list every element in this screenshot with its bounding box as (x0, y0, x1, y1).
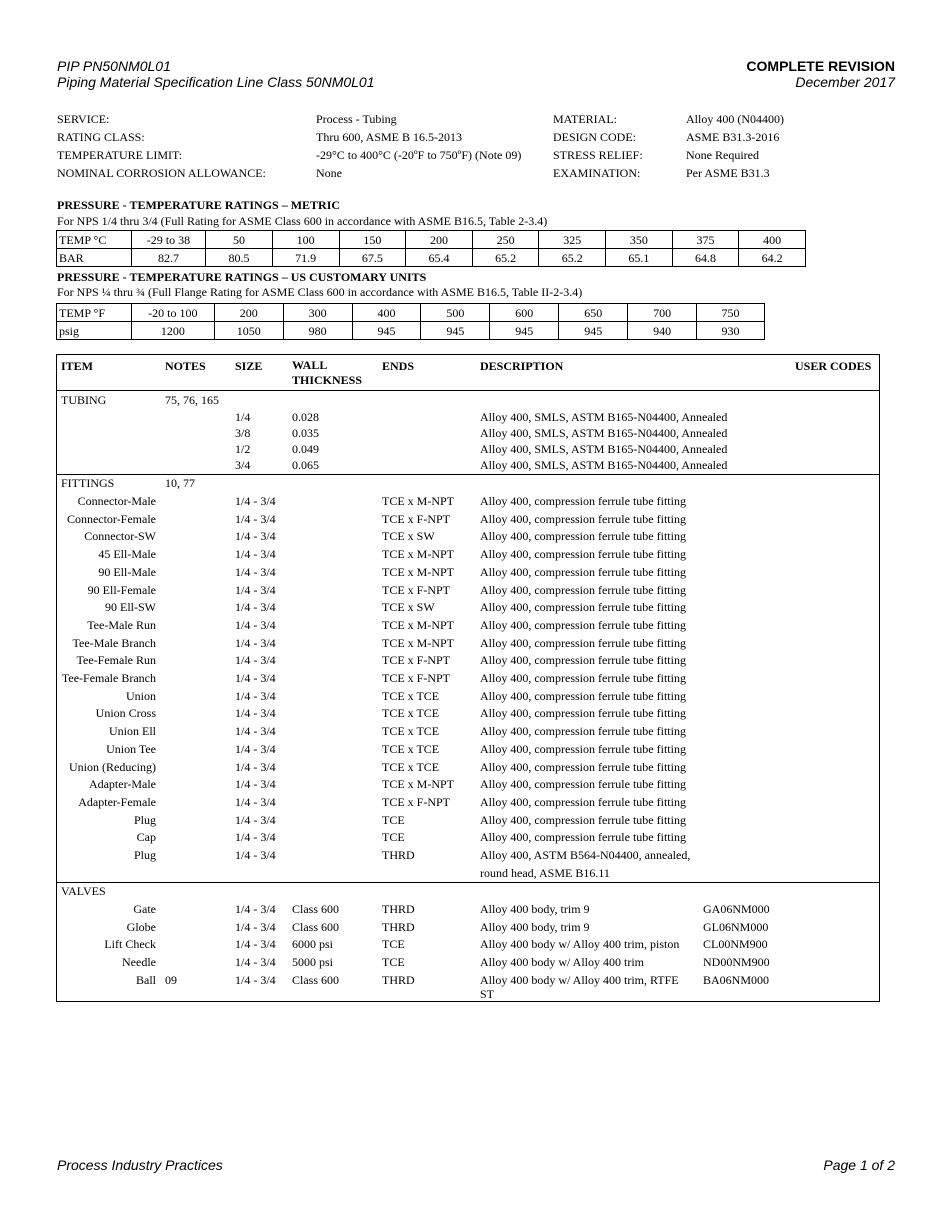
fitting-size: 1/4 - 3/4 (235, 724, 276, 739)
fittings-notes: 10, 77 (165, 476, 195, 490)
psig-cell: 1050 (214, 322, 283, 340)
fitting-description: Alloy 400, compression ferrule tube fitting (480, 741, 686, 756)
valve-size: 1/4 - 3/4 (235, 902, 276, 916)
us-ratings-title: PRESSURE - TEMPERATURE RATINGS – US CUSTOMARY UNITS (57, 270, 427, 284)
info-labels-left (57, 110, 266, 182)
fitting-item: Tee-Female Branch (61, 671, 156, 685)
info-label: NOMINAL CORROSION ALLOWANCE: (57, 166, 266, 180)
valve-size: 1/4 - 3/4 (235, 919, 276, 934)
valve-item: Gate (133, 902, 156, 916)
tubing-size: 1/2 (235, 442, 251, 456)
revision-date: December 2017 (795, 74, 895, 90)
info-label: SERVICE: (57, 112, 110, 126)
fitting-size: 1/4 - 3/4 (235, 830, 276, 845)
fitting-ends: TCE x TCE (382, 741, 440, 756)
fitting-description: Alloy 400, compression ferrule tube fitting (480, 529, 686, 544)
revision-label: COMPLETE REVISION (746, 58, 895, 74)
tubing-notes: 75, 76, 165 (165, 393, 219, 407)
bar-cell: 65.2 (539, 249, 606, 267)
footer-page-number: Page 1 of 2 (823, 1157, 895, 1173)
section-tubing-label: TUBING (61, 393, 107, 407)
info-label: STRESS RELIEF: (553, 148, 643, 162)
fitting-item: Tee-Male Run (87, 617, 156, 632)
header-divider (57, 390, 879, 391)
fitting-ends: TCE x M-NPT (382, 617, 454, 632)
bar-cell: 64.8 (672, 249, 739, 267)
info-labels-right (553, 110, 643, 182)
fitting-description: Alloy 400, compression ferrule tube fitting (480, 671, 686, 685)
fitting-item: Plug (133, 812, 156, 827)
fitting-ends: TCE x F-NPT (382, 794, 451, 809)
fitting-item: 90 Ell-Male (98, 564, 156, 579)
info-label: MATERIAL: (553, 112, 617, 126)
info-value: -29°C to 400°C (-20ºF to 750ºF) (Note 09) (316, 148, 522, 162)
fitting-description: Alloy 400, compression ferrule tube fitting (480, 777, 686, 792)
fitting-description-cont: round head, ASME B16.11 (480, 865, 610, 880)
fitting-ends: TCE x F-NPT (382, 671, 451, 685)
fitting-description: Alloy 400, compression ferrule tube fitting (480, 688, 686, 703)
fitting-item: 45 Ell-Male (98, 547, 156, 562)
info-value: Thru 600, ASME B 16.5-2013 (316, 130, 463, 144)
fitting-item: Tee-Male Branch (72, 635, 156, 650)
bar-cell: 65.1 (606, 249, 673, 267)
fitting-size: 1/4 - 3/4 (235, 547, 276, 562)
metric-ratings-table (56, 230, 806, 267)
fitting-description: Alloy 400, compression ferrule tube fitting (480, 759, 686, 774)
col-header-ends: ENDS (382, 359, 415, 373)
col-header-item: ITEM (61, 359, 94, 373)
fitting-item: Union Ell (109, 724, 156, 739)
fitting-size: 1/4 - 3/4 (235, 564, 276, 579)
valve-description: Alloy 400 body, trim 9 (480, 902, 590, 916)
bar-cell: 80.5 (206, 249, 273, 267)
temp-c-label: TEMP °C (57, 231, 132, 249)
fitting-ends: TCE x SW (382, 600, 435, 615)
document-header-right (746, 58, 895, 90)
fitting-description: Alloy 400, compression ferrule tube fitting (480, 617, 686, 632)
bar-cell: 82.7 (131, 249, 206, 267)
fitting-description: Alloy 400, compression ferrule tube fitting (480, 547, 686, 562)
temp-c-cell: 150 (339, 231, 406, 249)
valve-description: Alloy 400 body, trim 9 (480, 919, 590, 934)
col-header-user-codes: USER CODES (795, 359, 872, 373)
fitting-size: 1/4 - 3/4 (235, 777, 276, 792)
fitting-item: Union Cross (95, 706, 156, 721)
valve-description: Alloy 400 body w/ Alloy 400 trim, piston (480, 937, 680, 952)
fitting-description: Alloy 400, compression ferrule tube fitting (480, 494, 686, 508)
fitting-ends: TCE x M-NPT (382, 635, 454, 650)
valve-notes: 09 (165, 972, 177, 987)
col-header-description: DESCRIPTION (480, 359, 564, 373)
fitting-item: 90 Ell-Female (87, 582, 156, 597)
fitting-ends: TCE x M-NPT (382, 777, 454, 792)
psig-cell: 940 (628, 322, 697, 340)
bar-cell: 67.5 (339, 249, 406, 267)
temp-f-cell: 700 (628, 304, 697, 322)
info-label: TEMPERATURE LIMIT: (57, 148, 183, 162)
valve-item: Ball (136, 972, 156, 987)
temp-c-cell: 325 (539, 231, 606, 249)
metric-ratings-title: PRESSURE - TEMPERATURE RATINGS – METRIC (57, 198, 341, 212)
temp-c-cell: 200 (406, 231, 473, 249)
valve-rating: 6000 psi (292, 937, 334, 952)
bar-cell: 64.2 (739, 249, 806, 267)
valve-rating: Class 600 (292, 972, 340, 987)
fitting-description: Alloy 400, compression ferrule tube fitting (480, 830, 686, 845)
fitting-size: 1/4 - 3/4 (235, 741, 276, 756)
valve-size: 1/4 - 3/4 (235, 937, 276, 952)
fitting-item: Connector-Male (77, 494, 156, 508)
fitting-size: 1/4 - 3/4 (235, 812, 276, 827)
tubing-size: 3/4 (235, 458, 251, 472)
tubing-description: Alloy 400, SMLS, ASTM B165-N04400, Annealed (480, 458, 728, 472)
us-ratings-note: For NPS ¼ thru ¾ (Full Flange Rating for ASME Class 600 in accordance with ASME B16.5, Table II-2-3.4) (57, 285, 583, 299)
fitting-size: 1/4 - 3/4 (235, 759, 276, 774)
valve-ends: TCE (382, 955, 405, 970)
valve-item: Lift Check (104, 937, 156, 952)
fitting-ends: TCE x TCE (382, 724, 440, 739)
info-value: ASME B31.3-2016 (686, 130, 780, 144)
psig-cell: 1200 (131, 322, 214, 340)
fitting-size: 1/4 - 3/4 (235, 671, 276, 685)
valve-user-code: CL00NM900 (703, 937, 768, 952)
valve-rating: Class 600 (292, 902, 340, 916)
fitting-item: Cap (136, 830, 156, 845)
col-header-notes: NOTES (165, 359, 206, 373)
temp-f-label: TEMP °F (57, 304, 132, 322)
temp-f-cell: 400 (352, 304, 421, 322)
us-ratings-table (56, 303, 765, 340)
info-label: EXAMINATION: (553, 166, 641, 180)
fitting-ends: TCE x SW (382, 529, 435, 544)
info-value: Process - Tubing (316, 112, 397, 126)
fitting-ends: TCE x M-NPT (382, 564, 454, 579)
fitting-size: 1/4 - 3/4 (235, 529, 276, 544)
col-header-wall: WALL (292, 358, 328, 372)
fitting-ends: TCE x TCE (382, 706, 440, 721)
valve-user-code: ND00NM900 (703, 955, 770, 970)
fittings-divider (57, 882, 879, 883)
psig-cell: 980 (283, 322, 352, 340)
info-label: DESIGN CODE: (553, 130, 636, 144)
psig-cell: 945 (490, 322, 559, 340)
fitting-description: Alloy 400, compression ferrule tube fitting (480, 794, 686, 809)
temp-c-cell: 50 (206, 231, 273, 249)
info-value: Per ASME B31.3 (686, 166, 770, 180)
fitting-ends: TCE x F-NPT (382, 653, 451, 668)
temp-f-cell: 750 (697, 304, 765, 322)
bar-cell: 71.9 (272, 249, 339, 267)
psig-cell: 945 (421, 322, 490, 340)
temp-c-cell: 100 (272, 231, 339, 249)
fitting-ends: TCE (382, 830, 405, 845)
tubing-size: 1/4 (235, 410, 251, 424)
valve-description: Alloy 400 body w/ Alloy 400 trim, RTFE (480, 972, 679, 987)
tubing-wall: 0.049 (292, 442, 319, 456)
fitting-size: 1/4 - 3/4 (235, 600, 276, 615)
fitting-size: 1/4 - 3/4 (235, 511, 276, 526)
col-header-thickness: THICKNESS (292, 373, 363, 387)
footer-left: Process Industry Practices (57, 1157, 223, 1173)
valve-ends: THRD (382, 919, 415, 934)
tubing-description: Alloy 400, SMLS, ASTM B165-N04400, Annealed (480, 410, 728, 424)
fitting-description: Alloy 400, compression ferrule tube fitting (480, 511, 686, 526)
temp-c-cell: 400 (739, 231, 806, 249)
fitting-item: 90 Ell-SW (105, 600, 156, 615)
temp-c-cell: 375 (672, 231, 739, 249)
tubing-description: Alloy 400, SMLS, ASTM B165-N04400, Annealed (480, 426, 728, 440)
fitting-description: Alloy 400, compression ferrule tube fitting (480, 724, 686, 739)
fitting-size: 1/4 - 3/4 (235, 617, 276, 632)
fitting-ends: THRD (382, 848, 415, 862)
fitting-item: Adapter-Male (88, 777, 156, 792)
fitting-ends: TCE x TCE (382, 759, 440, 774)
fitting-size: 1/4 - 3/4 (235, 582, 276, 597)
valve-description: Alloy 400 body w/ Alloy 400 trim (480, 955, 645, 970)
fitting-size: 1/4 - 3/4 (235, 848, 276, 862)
valve-item: Globe (126, 919, 156, 934)
component-table (56, 354, 880, 1002)
valve-user-code: GA06NM000 (703, 902, 770, 916)
temp-c-cell: 250 (472, 231, 539, 249)
tubing-description: Alloy 400, SMLS, ASTM B165-N04400, Annealed (480, 442, 728, 456)
fitting-ends: TCE x F-NPT (382, 511, 451, 526)
tubing-wall: 0.028 (292, 410, 319, 424)
fitting-item: Adapter-Female (78, 794, 156, 809)
doc-title: Piping Material Specification Line Class 50NM0L01 (57, 74, 375, 90)
fitting-size: 1/4 - 3/4 (235, 494, 276, 508)
valve-user-code: GL06NM000 (703, 919, 769, 934)
document-header-left (57, 58, 375, 90)
psig-cell: 945 (352, 322, 421, 340)
fitting-ends: TCE x M-NPT (382, 547, 454, 562)
fitting-item: Tee-Female Run (76, 653, 156, 668)
temp-f-cell: 600 (490, 304, 559, 322)
fitting-ends: TCE x TCE (382, 688, 440, 703)
valve-item: Needle (122, 955, 156, 970)
temp-f-cell: 200 (214, 304, 283, 322)
temp-f-cell: 500 (421, 304, 490, 322)
doc-id: PIP PN50NM0L01 (57, 58, 171, 74)
fitting-item: Union Tee (106, 741, 156, 756)
tubing-wall: 0.035 (292, 426, 319, 440)
info-values-left (316, 110, 521, 182)
bar-cell: 65.2 (472, 249, 539, 267)
psig-cell: 945 (559, 322, 628, 340)
fitting-ends: TCE x F-NPT (382, 582, 451, 597)
info-label: RATING CLASS: (57, 130, 145, 144)
bar-cell: 65.4 (406, 249, 473, 267)
valve-ends: THRD (382, 902, 415, 916)
fitting-description: Alloy 400, compression ferrule tube fitting (480, 706, 686, 721)
info-value: None (316, 166, 342, 180)
temp-f-cell: -20 to 100 (131, 304, 214, 322)
valve-ends: TCE (382, 937, 405, 952)
psig-label: psig (57, 322, 132, 340)
valve-size: 1/4 - 3/4 (235, 955, 276, 970)
info-value: Alloy 400 (N04400) (686, 112, 784, 126)
section-valves-label: VALVES (61, 884, 106, 898)
info-value: None Required (686, 148, 759, 162)
psig-cell: 930 (697, 322, 765, 340)
tubing-size: 3/8 (235, 426, 251, 440)
fitting-description: Alloy 400, compression ferrule tube fitting (480, 635, 686, 650)
fitting-item: Union (126, 688, 156, 703)
fitting-description: Alloy 400, compression ferrule tube fitting (480, 600, 686, 615)
bar-label: BAR (57, 249, 132, 267)
temp-f-cell: 300 (283, 304, 352, 322)
valve-size: 1/4 - 3/4 (235, 972, 276, 987)
fitting-description: Alloy 400, ASTM B564-N04400, annealed, (480, 848, 691, 862)
temp-c-cell: 350 (606, 231, 673, 249)
valve-rating: 5000 psi (292, 955, 334, 970)
fitting-size: 1/4 - 3/4 (235, 794, 276, 809)
valve-rating: Class 600 (292, 919, 340, 934)
fitting-size: 1/4 - 3/4 (235, 635, 276, 650)
fitting-item: Union (Reducing) (69, 759, 156, 774)
fitting-description: Alloy 400, compression ferrule tube fitting (480, 582, 686, 597)
temp-c-cell: -29 to 38 (131, 231, 206, 249)
valve-description-cont: ST (480, 986, 495, 1001)
fitting-size: 1/4 - 3/4 (235, 688, 276, 703)
fitting-description: Alloy 400, compression ferrule tube fitting (480, 564, 686, 579)
valve-ends: THRD (382, 972, 415, 987)
col-header-size: SIZE (235, 359, 263, 373)
fitting-size: 1/4 - 3/4 (235, 706, 276, 721)
fitting-ends: TCE (382, 812, 405, 827)
fitting-item: Plug (133, 848, 156, 862)
fitting-size: 1/4 - 3/4 (235, 653, 276, 668)
col-header-wall-thickness (292, 358, 362, 388)
fitting-item: Connector-Female (66, 511, 156, 526)
fitting-description: Alloy 400, compression ferrule tube fitting (480, 653, 686, 668)
fitting-item: Connector-SW (84, 529, 156, 544)
valve-user-code: BA06NM000 (703, 972, 770, 987)
tubing-wall: 0.065 (292, 458, 319, 472)
fitting-ends: TCE x M-NPT (382, 494, 454, 508)
metric-ratings-note: For NPS 1/4 thru 3/4 (Full Rating for ASME Class 600 in accordance with ASME B16.5, Table 2-3.4) (57, 214, 548, 228)
section-fittings-label: FITTINGS (61, 476, 115, 490)
fitting-description: Alloy 400, compression ferrule tube fitting (480, 812, 686, 827)
temp-f-cell: 650 (559, 304, 628, 322)
info-values-right (686, 110, 784, 182)
